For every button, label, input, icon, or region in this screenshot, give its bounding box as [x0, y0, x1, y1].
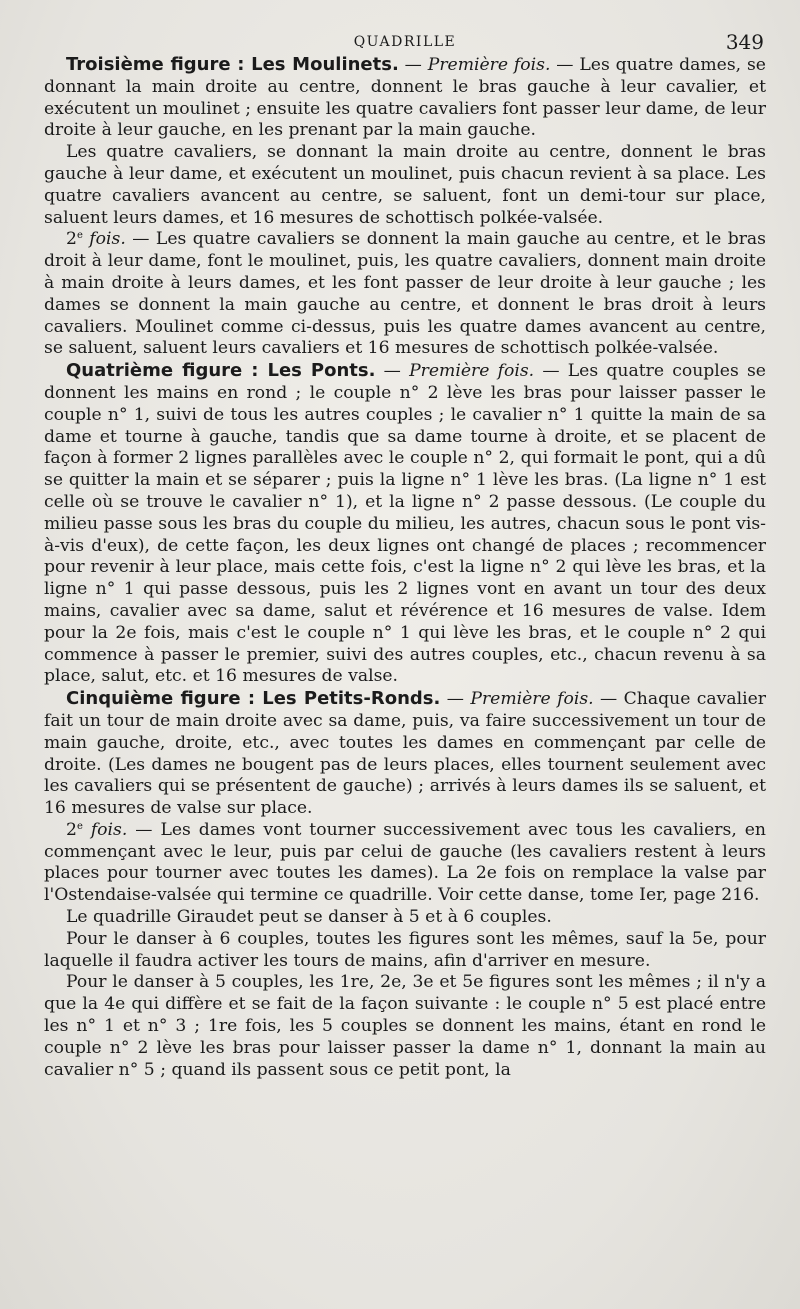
paragraph-text: Pour le danser à 6 couples, toutes les figures sont les mêmes, sauf la 5e, pour laquelle il faudra activer les tours de mains, afin d'arriver en mesure. — [44, 928, 766, 971]
paragraph-text: Les quatre cavaliers, se donnant la main droite au centre, donnent le bras gauche à leur dame, et exécutent un moulinet, puis chacun revient à sa place. Les quatre cavaliers avancent au centre, se saluent, font un demi-tour sur place, saluent leurs dames, et 16 mesures de schottisch polkée-valsée. — [44, 142, 766, 228]
section-heading: Troisième figure : Les Moulinets. — [66, 54, 399, 75]
paragraph — [44, 907, 766, 929]
paragraph-deuxieme-fois — [44, 229, 766, 360]
paragraph — [44, 972, 766, 1081]
running-head: QUADRILLE — [353, 34, 457, 50]
page-header — [44, 30, 766, 54]
paragraph-text: — Chaque cavalier fait un tour de main droite avec sa dame, puis, va faire successivement un tour de main gauche, droite, etc., avec toutes les dames en commençant par celle de droite. (Les dames ne bougent pas de leurs places, elles tournent seulement avec les cavaliers qui se présentent de gauche) ; arrivés à leurs dames ils se saluent, et 16 mesures de valse sur place. — [44, 689, 767, 819]
section-heading: Cinquième figure : Les Petits-Ronds. — [66, 688, 441, 710]
paragraph-text: — Les quatre cavaliers se donnent la main gauche au centre, et le bras droit à leur dame, font le moulinet, puis, les quatre cavaliers, donnent main droite à main droite à leurs dames, et les font passer de leur droite à leur gauche ; les dames se donnent la main gauche au centre, et donnent le bras droit à leurs cavaliers. Moulinet comme ci-dessus, puis les quatre dames avancent au centre, se saluent, saluent leurs cavaliers et 16 mesures de schottisch polkée-valsée. — [44, 229, 766, 359]
paragraph-text: Le quadrille Giraudet peut se danser à 5 et à 6 couples. — [66, 907, 552, 928]
paragraph-deuxieme-fois — [44, 820, 766, 907]
paragraph — [44, 929, 766, 973]
ordinal: 2 — [66, 819, 77, 840]
ordinal-suffix: e — [76, 230, 83, 242]
italic-label: fois. — [82, 229, 126, 250]
paragraph-cinquieme-figure — [44, 688, 766, 820]
italic-label: Première fois. — [427, 55, 551, 75]
body-text — [44, 54, 766, 1081]
paragraph-text: — Les quatre couples se donnent les mains en rond ; le couple n° 2 lève les bras pour laisser passer le couple n° 1, suivi de tous les autres couples ; le cavalier n° 1 quitte la main de sa dame et tourne à gauche, tandis que sa dame tourne à droite, et se placent de façon à former 2 lignes parallèles avec le couple n° 2, qui formait le pont, qui a dû se quitter la main et se séparer ; puis la ligne n° 1 lève les bras. (La ligne n° 1 est celle où se trouve le cavalier n° 1), et la ligne n° 2 passe dessous. (Le couple du milieu passe sous les bras du couple du milieu, les autres, chacun sous le pont vis-à-vis d'eux), de cette façon, les deux lignes ont changé de places ; recommencer pour revenir à leur place, mais cette fois, c'est la ligne n° 2 qui lève les bras, et la ligne n° 1 qui passe dessous, puis les 2 lignes vont en avant un tour des deux mains, cavalier avec sa dame, salut et révérence et 16 mesures de valse. Idem pour la 2e fois, mais c'est le couple n° 1 qui lève les bras, et le couple n° 2 qui commence à passer le premier, suivi des autres couples, etc., chacun revenu à sa place, salut, etc. et 16 mesures de valse. — [44, 361, 766, 687]
paragraph-text: — Les dames vont tourner successivement avec tous les cavaliers, en commençant avec le leur, puis par celui de gauche (les cavaliers restent à leurs places pour tourner avec toutes les dames). La 2e fois on remplace la valse par l'Ostendaise-valsée qui termine ce quadrille. Voir cette danse, tome Ier, page 216. — [44, 819, 766, 906]
italic-label: Première fois. — [409, 361, 535, 382]
dash: — — [440, 689, 471, 710]
paragraph-text: Pour le danser à 5 couples, les 1re, 2e, 3e et 5e figures sont les mêmes ; il n'y a que la 4e qui diffère et se fait de la façon suivante : le couple n° 5 est placé entre les n° 1 et n° 3 ; 1re fois, les 5 couples se donnent les mains, étant en rond le couple n° 2 lève les bras pour laisser passer la dame n° 1, donnant la main au cavalier n° 5 ; quand ils passent sous ce petit pont, la — [44, 972, 766, 1080]
ordinal: 2 — [66, 229, 77, 250]
section-heading: Quatrième figure : Les Ponts. — [66, 360, 376, 382]
italic-label: Première fois. — [470, 689, 594, 710]
paragraph — [44, 142, 766, 229]
dash: — — [375, 361, 410, 382]
dash: — — [398, 55, 428, 75]
italic-label: fois. — [82, 819, 128, 840]
page-number: 349 — [725, 30, 764, 54]
paragraph-quatrieme-figure — [44, 360, 766, 688]
paragraph-troisieme-figure — [44, 54, 766, 142]
ordinal-suffix: e — [76, 820, 83, 832]
paragraph-text: — Les quatre dames, se donnant la main droite au centre, donnent le bras gauche à leur cavalier, et exécutent un moulinet ; ensuite les quatre cavaliers font passer leur dame, de leur droite à leur gauche, en les prenant par la main gauche. — [44, 55, 766, 141]
